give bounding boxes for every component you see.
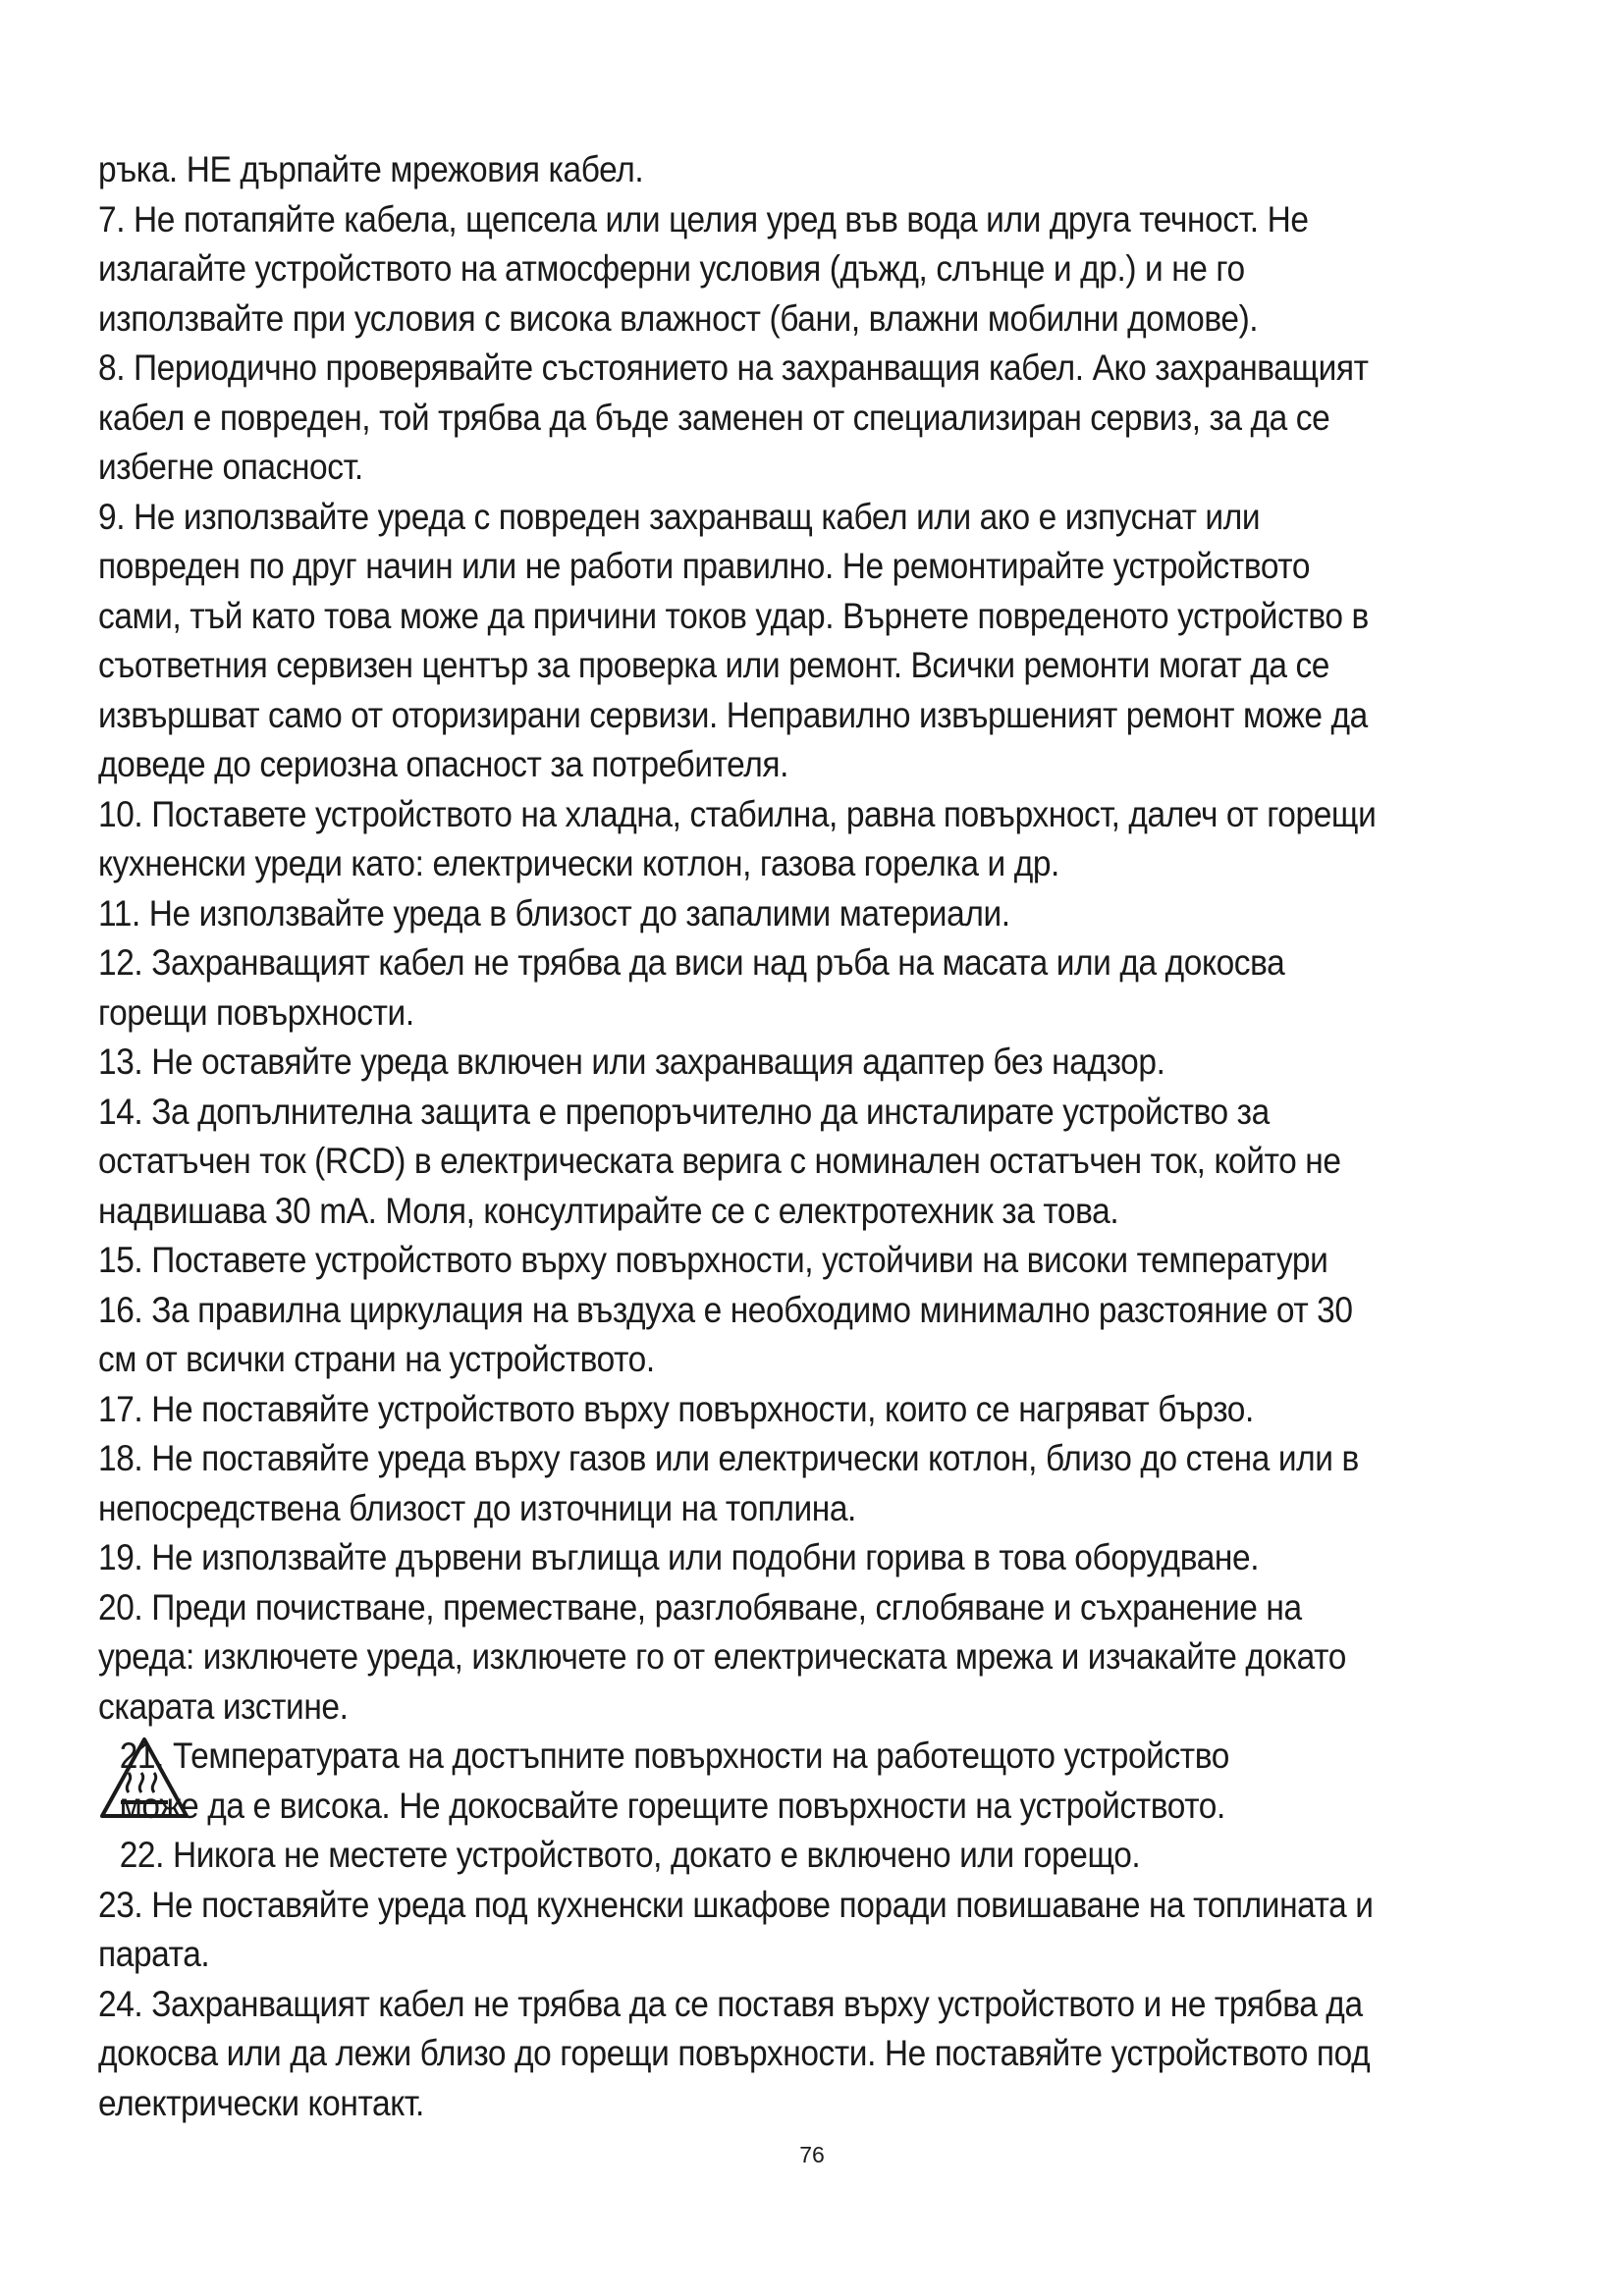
text-line: 13. Не оставяйте уреда включен или захранващия адаптер без надзор. [98,1041,1165,1082]
text-line: извършват само от оторизирани сервизи. Неправилно извършеният ремонт може да [98,694,1368,735]
text-line: 23. Не поставяйте уреда под кухненски шкафове поради повишаване на топлината и [98,1884,1374,1925]
text-line: 24. Захранващият кабел не трябва да се поставя върху устройството и не трябва да [98,1983,1363,2024]
text-line: парата. [98,1934,210,1974]
text-line: докосва или да лежи близо до горещи повърхности. Не поставяйте устройството под [98,2033,1371,2073]
text-line: 12. Захранващият кабел не трябва да виси над ръба на масата или да докосва [98,942,1285,983]
text-line: кабел е повреден, той трябва да бъде заменен от специализиран сервиз, за да се [98,397,1330,438]
text-line: непосредствена близост до източници на топлина. [98,1487,856,1528]
text-line: 7. Не потапяйте кабела, щепсела или целия уред във вода или друга течност. Не [98,198,1309,240]
warning-text-line: може да е висока. Не докосвайте горещите повърхности на устройството. [119,1785,1225,1826]
text-line: 15. Поставете устройството върху повърхности, устойчиви на високи температури [98,1240,1328,1280]
text-line: см от всички страни на устройството. [98,1339,655,1379]
text-line: 16. За правилна циркулация на въздуха е необходимо минимално разстояние от 30 [98,1289,1353,1330]
text-line: електрически контакт. [98,2082,424,2123]
text-line: скарата изстине. [98,1685,349,1727]
safety-instructions-text [98,145,1413,2128]
text-line: горещи повърхности. [98,991,414,1033]
text-line: надвишава 30 mA. Моля, консултирайте се с електротехник за това. [98,1190,1119,1231]
hot-surface-warning-icon [99,1735,189,1820]
warning-text-line: 22. Никога не местете устройството, докато е включено или горещо. [119,1835,1141,1875]
text-line: 9. Не използвайте уреда с повреден захранващ кабел или ако е изпуснат или [98,496,1261,537]
text-line: остатъчен ток (RCD) в електрическата верига с номинален остатъчен ток, който не [98,1141,1341,1181]
text-line: съответния сервизен център за проверка или ремонт. Всички ремонти могат да се [98,645,1329,685]
text-line: 17. Не поставяйте устройството върху повърхности, които се нагряват бързо. [98,1388,1254,1429]
text-line: кухненски уреди като: електрически котлон, газова горелка и др. [98,843,1059,883]
text-line: 11. Не използвайте уреда в близост до запалими материали. [98,892,1010,934]
text-line: избегне опасност. [98,447,363,487]
text-line: 10. Поставете устройството на хладна, стабилна, равна повърхност, далеч от горещи [98,793,1377,834]
text-line: 19. Не използвайте дървени въглища или подобни горива в това оборудване. [98,1537,1260,1577]
text-line: използвайте при условия с висока влажност (бани, влажни мобилни домове). [98,297,1259,339]
text-line: повреден по друг начин или не работи правилно. Не ремонтирайте устройството [98,546,1311,586]
text-line: уреда: изключете уреда, изключете го от електрическата мрежа и изчакайте докато [98,1636,1346,1677]
text-line: 20. Преди почистване, преместване, разглобяване, сглобяване и съхранение на [98,1586,1302,1628]
text-line: сами, тъй като това може да причини токов удар. Върнете повреденото устройство в [98,595,1369,636]
text-line: 8. Периодично проверявайте състоянието на захранващия кабел. Ако захранващият [98,347,1369,388]
text-line: 18. Не поставяйте уреда върху газов или електрически котлон, близо до стена или в [98,1438,1359,1478]
page-number: 76 [799,2142,825,2167]
text-line: 14. За допълнителна защита е препоръчително да инсталирате устройство за [98,1091,1270,1132]
text-line: доведе до сериозна опасност за потребителя. [98,744,789,784]
text-line: излагайте устройството на атмосферни условия (дъжд, слънце и др.) и не го [98,248,1245,289]
text-line: ръка. НЕ дърпайте мрежовия кабел. [98,149,644,189]
warning-text-line: 21. Температурата на достъпните повърхности на работещото устройство [119,1735,1229,1776]
